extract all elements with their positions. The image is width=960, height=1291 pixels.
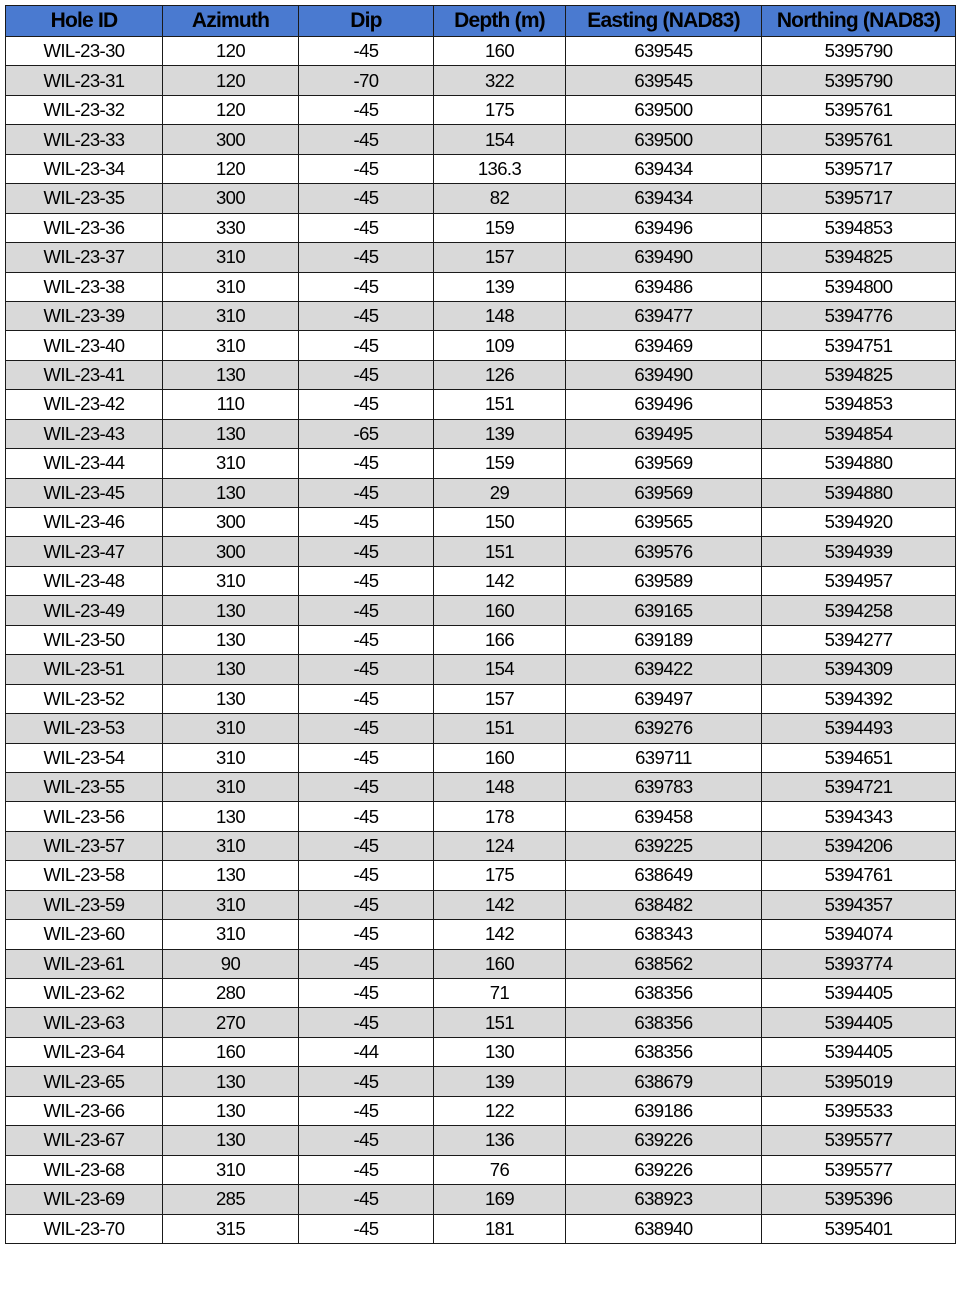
cell-hole-id: WIL-23-41 <box>6 360 163 389</box>
cell-hole-id: WIL-23-32 <box>6 95 163 124</box>
cell-hole-id: WIL-23-40 <box>6 331 163 360</box>
cell-northing: 5394880 <box>762 478 956 507</box>
cell-azimuth: 310 <box>163 301 299 330</box>
cell-dip: -45 <box>299 449 434 478</box>
cell-azimuth: 130 <box>163 419 299 448</box>
cell-easting: 639495 <box>566 419 762 448</box>
cell-easting: 638482 <box>566 890 762 919</box>
cell-hole-id: WIL-23-52 <box>6 684 163 713</box>
cell-northing: 5393774 <box>762 949 956 978</box>
cell-hole-id: WIL-23-49 <box>6 596 163 625</box>
cell-northing: 5394405 <box>762 1037 956 1066</box>
table-row <box>6 1037 956 1066</box>
cell-depth: 142 <box>434 920 566 949</box>
cell-northing: 5395019 <box>762 1067 956 1096</box>
cell-azimuth: 130 <box>163 861 299 890</box>
table-row <box>6 478 956 507</box>
cell-azimuth: 310 <box>163 831 299 860</box>
table-row <box>6 360 956 389</box>
cell-depth: 181 <box>434 1214 566 1243</box>
cell-hole-id: WIL-23-62 <box>6 979 163 1008</box>
table-row <box>6 625 956 654</box>
cell-hole-id: WIL-23-43 <box>6 419 163 448</box>
cell-depth: 160 <box>434 743 566 772</box>
cell-hole-id: WIL-23-56 <box>6 802 163 831</box>
cell-northing: 5394854 <box>762 419 956 448</box>
cell-depth: 76 <box>434 1155 566 1184</box>
cell-hole-id: WIL-23-36 <box>6 213 163 242</box>
cell-hole-id: WIL-23-65 <box>6 1067 163 1096</box>
cell-easting: 638679 <box>566 1067 762 1096</box>
cell-hole-id: WIL-23-47 <box>6 537 163 566</box>
cell-easting: 639434 <box>566 184 762 213</box>
table-row <box>6 949 956 978</box>
cell-depth: 157 <box>434 684 566 713</box>
cell-northing: 5395533 <box>762 1096 956 1125</box>
cell-easting: 639186 <box>566 1096 762 1125</box>
cell-easting: 639226 <box>566 1126 762 1155</box>
cell-depth: 136 <box>434 1126 566 1155</box>
cell-dip: -45 <box>299 920 434 949</box>
cell-easting: 639500 <box>566 125 762 154</box>
cell-easting: 639458 <box>566 802 762 831</box>
cell-hole-id: WIL-23-66 <box>6 1096 163 1125</box>
cell-easting: 639469 <box>566 331 762 360</box>
cell-depth: 124 <box>434 831 566 860</box>
cell-depth: 82 <box>434 184 566 213</box>
cell-depth: 151 <box>434 1008 566 1037</box>
cell-dip: -45 <box>299 1067 434 1096</box>
cell-depth: 151 <box>434 390 566 419</box>
cell-easting: 639569 <box>566 478 762 507</box>
cell-azimuth: 310 <box>163 714 299 743</box>
table-row <box>6 802 956 831</box>
cell-azimuth: 120 <box>163 95 299 124</box>
cell-dip: -45 <box>299 331 434 360</box>
cell-depth: 160 <box>434 596 566 625</box>
cell-northing: 5395790 <box>762 66 956 95</box>
cell-hole-id: WIL-23-55 <box>6 772 163 801</box>
header-easting: Easting (NAD83) <box>566 6 762 37</box>
cell-hole-id: WIL-23-35 <box>6 184 163 213</box>
cell-dip: -45 <box>299 1214 434 1243</box>
cell-depth: 126 <box>434 360 566 389</box>
cell-dip: -45 <box>299 537 434 566</box>
cell-hole-id: WIL-23-39 <box>6 301 163 330</box>
cell-easting: 639490 <box>566 243 762 272</box>
cell-depth: 151 <box>434 714 566 743</box>
cell-dip: -45 <box>299 890 434 919</box>
table-row <box>6 596 956 625</box>
table-row <box>6 95 956 124</box>
header-azimuth: Azimuth <box>163 6 299 37</box>
cell-easting: 639225 <box>566 831 762 860</box>
cell-northing: 5394800 <box>762 272 956 301</box>
cell-dip: -45 <box>299 154 434 183</box>
cell-northing: 5394392 <box>762 684 956 713</box>
table-row <box>6 1214 956 1243</box>
cell-azimuth: 120 <box>163 37 299 66</box>
cell-depth: 159 <box>434 213 566 242</box>
table-row <box>6 714 956 743</box>
cell-depth: 142 <box>434 890 566 919</box>
cell-depth: 148 <box>434 772 566 801</box>
cell-hole-id: WIL-23-34 <box>6 154 163 183</box>
table-row <box>6 272 956 301</box>
cell-azimuth: 130 <box>163 478 299 507</box>
cell-dip: -45 <box>299 684 434 713</box>
cell-easting: 639189 <box>566 625 762 654</box>
cell-dip: -45 <box>299 272 434 301</box>
table-row <box>6 449 956 478</box>
cell-easting: 639589 <box>566 566 762 595</box>
cell-azimuth: 310 <box>163 890 299 919</box>
cell-northing: 5394751 <box>762 331 956 360</box>
cell-easting: 639477 <box>566 301 762 330</box>
table-row <box>6 243 956 272</box>
cell-azimuth: 310 <box>163 772 299 801</box>
cell-depth: 71 <box>434 979 566 1008</box>
cell-easting: 639496 <box>566 390 762 419</box>
cell-hole-id: WIL-23-59 <box>6 890 163 919</box>
cell-azimuth: 90 <box>163 949 299 978</box>
table-row <box>6 184 956 213</box>
header-dip: Dip <box>299 6 434 37</box>
cell-northing: 5394357 <box>762 890 956 919</box>
table-row <box>6 125 956 154</box>
cell-dip: -65 <box>299 419 434 448</box>
cell-azimuth: 300 <box>163 125 299 154</box>
cell-dip: -45 <box>299 566 434 595</box>
cell-northing: 5394880 <box>762 449 956 478</box>
cell-dip: -45 <box>299 1185 434 1214</box>
cell-dip: -45 <box>299 478 434 507</box>
cell-dip: -45 <box>299 949 434 978</box>
cell-depth: 160 <box>434 37 566 66</box>
cell-azimuth: 310 <box>163 243 299 272</box>
header-northing: Northing (NAD83) <box>762 6 956 37</box>
cell-easting: 639422 <box>566 655 762 684</box>
cell-dip: -45 <box>299 125 434 154</box>
cell-northing: 5394920 <box>762 508 956 537</box>
cell-northing: 5394405 <box>762 1008 956 1037</box>
cell-easting: 638356 <box>566 979 762 1008</box>
cell-northing: 5394776 <box>762 301 956 330</box>
cell-easting: 639486 <box>566 272 762 301</box>
cell-azimuth: 300 <box>163 184 299 213</box>
cell-easting: 638562 <box>566 949 762 978</box>
cell-dip: -45 <box>299 1096 434 1125</box>
table-row <box>6 331 956 360</box>
cell-easting: 639490 <box>566 360 762 389</box>
cell-easting: 639276 <box>566 714 762 743</box>
cell-northing: 5395577 <box>762 1155 956 1184</box>
cell-northing: 5394853 <box>762 390 956 419</box>
cell-easting: 639226 <box>566 1155 762 1184</box>
cell-northing: 5394493 <box>762 714 956 743</box>
table-row <box>6 890 956 919</box>
cell-northing: 5394825 <box>762 360 956 389</box>
cell-northing: 5394957 <box>762 566 956 595</box>
cell-depth: 169 <box>434 1185 566 1214</box>
cell-dip: -45 <box>299 743 434 772</box>
cell-hole-id: WIL-23-33 <box>6 125 163 154</box>
cell-dip: -45 <box>299 979 434 1008</box>
cell-dip: -45 <box>299 184 434 213</box>
table-row <box>6 743 956 772</box>
cell-dip: -45 <box>299 1008 434 1037</box>
cell-depth: 160 <box>434 949 566 978</box>
cell-northing: 5394258 <box>762 596 956 625</box>
cell-northing: 5395717 <box>762 184 956 213</box>
table-row <box>6 1067 956 1096</box>
cell-azimuth: 310 <box>163 272 299 301</box>
cell-easting: 639576 <box>566 537 762 566</box>
table-row <box>6 979 956 1008</box>
cell-northing: 5395717 <box>762 154 956 183</box>
cell-easting: 639711 <box>566 743 762 772</box>
table-row <box>6 655 956 684</box>
table-row <box>6 1185 956 1214</box>
cell-easting: 638649 <box>566 861 762 890</box>
cell-dip: -45 <box>299 802 434 831</box>
cell-azimuth: 300 <box>163 537 299 566</box>
cell-depth: 136.3 <box>434 154 566 183</box>
cell-azimuth: 310 <box>163 331 299 360</box>
cell-dip: -45 <box>299 1155 434 1184</box>
cell-northing: 5394939 <box>762 537 956 566</box>
cell-depth: 139 <box>434 1067 566 1096</box>
cell-depth: 322 <box>434 66 566 95</box>
cell-depth: 175 <box>434 95 566 124</box>
cell-hole-id: WIL-23-57 <box>6 831 163 860</box>
table-row <box>6 684 956 713</box>
table-row <box>6 1126 956 1155</box>
cell-easting: 639165 <box>566 596 762 625</box>
table-row <box>6 301 956 330</box>
cell-hole-id: WIL-23-61 <box>6 949 163 978</box>
cell-northing: 5395396 <box>762 1185 956 1214</box>
cell-easting: 639783 <box>566 772 762 801</box>
cell-northing: 5394761 <box>762 861 956 890</box>
cell-depth: 109 <box>434 331 566 360</box>
cell-easting: 638356 <box>566 1008 762 1037</box>
cell-azimuth: 130 <box>163 1067 299 1096</box>
cell-hole-id: WIL-23-30 <box>6 37 163 66</box>
cell-depth: 150 <box>434 508 566 537</box>
cell-azimuth: 300 <box>163 508 299 537</box>
cell-hole-id: WIL-23-44 <box>6 449 163 478</box>
cell-northing: 5394853 <box>762 213 956 242</box>
table-row <box>6 508 956 537</box>
cell-dip: -45 <box>299 508 434 537</box>
header-depth: Depth (m) <box>434 6 566 37</box>
cell-dip: -45 <box>299 37 434 66</box>
cell-hole-id: WIL-23-63 <box>6 1008 163 1037</box>
cell-hole-id: WIL-23-31 <box>6 66 163 95</box>
cell-depth: 122 <box>434 1096 566 1125</box>
cell-depth: 154 <box>434 125 566 154</box>
drill-hole-table <box>5 5 956 1244</box>
cell-easting: 638356 <box>566 1037 762 1066</box>
cell-hole-id: WIL-23-46 <box>6 508 163 537</box>
cell-northing: 5394825 <box>762 243 956 272</box>
cell-easting: 638923 <box>566 1185 762 1214</box>
cell-easting: 639565 <box>566 508 762 537</box>
cell-azimuth: 310 <box>163 1155 299 1184</box>
cell-azimuth: 130 <box>163 625 299 654</box>
cell-depth: 154 <box>434 655 566 684</box>
cell-azimuth: 310 <box>163 566 299 595</box>
table-row <box>6 66 956 95</box>
cell-azimuth: 130 <box>163 1126 299 1155</box>
cell-azimuth: 270 <box>163 1008 299 1037</box>
cell-azimuth: 120 <box>163 66 299 95</box>
cell-hole-id: WIL-23-64 <box>6 1037 163 1066</box>
cell-dip: -45 <box>299 596 434 625</box>
cell-northing: 5395761 <box>762 125 956 154</box>
table-row <box>6 920 956 949</box>
cell-northing: 5395577 <box>762 1126 956 1155</box>
cell-easting: 639434 <box>566 154 762 183</box>
cell-northing: 5394277 <box>762 625 956 654</box>
cell-depth: 159 <box>434 449 566 478</box>
cell-depth: 148 <box>434 301 566 330</box>
cell-hole-id: WIL-23-68 <box>6 1155 163 1184</box>
cell-depth: 29 <box>434 478 566 507</box>
cell-hole-id: WIL-23-45 <box>6 478 163 507</box>
cell-dip: -45 <box>299 831 434 860</box>
cell-azimuth: 330 <box>163 213 299 242</box>
cell-hole-id: WIL-23-38 <box>6 272 163 301</box>
cell-hole-id: WIL-23-69 <box>6 1185 163 1214</box>
cell-depth: 139 <box>434 419 566 448</box>
cell-dip: -45 <box>299 213 434 242</box>
cell-northing: 5394721 <box>762 772 956 801</box>
cell-depth: 139 <box>434 272 566 301</box>
cell-azimuth: 310 <box>163 743 299 772</box>
cell-hole-id: WIL-23-48 <box>6 566 163 595</box>
cell-hole-id: WIL-23-51 <box>6 655 163 684</box>
cell-hole-id: WIL-23-54 <box>6 743 163 772</box>
cell-northing: 5394651 <box>762 743 956 772</box>
cell-easting: 639545 <box>566 37 762 66</box>
table-header-row <box>6 6 956 37</box>
table-row <box>6 1096 956 1125</box>
cell-dip: -45 <box>299 655 434 684</box>
cell-northing: 5394309 <box>762 655 956 684</box>
cell-azimuth: 160 <box>163 1037 299 1066</box>
cell-azimuth: 110 <box>163 390 299 419</box>
cell-hole-id: WIL-23-53 <box>6 714 163 743</box>
table-row <box>6 1155 956 1184</box>
table-row <box>6 390 956 419</box>
cell-easting: 638343 <box>566 920 762 949</box>
cell-dip: -45 <box>299 301 434 330</box>
drill-hole-table-container <box>5 5 955 1244</box>
cell-hole-id: WIL-23-58 <box>6 861 163 890</box>
table-row <box>6 1008 956 1037</box>
cell-azimuth: 120 <box>163 154 299 183</box>
table-row <box>6 213 956 242</box>
cell-hole-id: WIL-23-37 <box>6 243 163 272</box>
cell-depth: 130 <box>434 1037 566 1066</box>
table-row <box>6 566 956 595</box>
cell-depth: 175 <box>434 861 566 890</box>
cell-northing: 5394206 <box>762 831 956 860</box>
cell-dip: -45 <box>299 95 434 124</box>
cell-azimuth: 130 <box>163 596 299 625</box>
cell-dip: -45 <box>299 360 434 389</box>
cell-dip: -70 <box>299 66 434 95</box>
cell-dip: -45 <box>299 243 434 272</box>
cell-azimuth: 315 <box>163 1214 299 1243</box>
cell-easting: 639569 <box>566 449 762 478</box>
table-row <box>6 37 956 66</box>
cell-dip: -44 <box>299 1037 434 1066</box>
cell-dip: -45 <box>299 714 434 743</box>
cell-hole-id: WIL-23-42 <box>6 390 163 419</box>
cell-dip: -45 <box>299 1126 434 1155</box>
cell-easting: 639545 <box>566 66 762 95</box>
cell-azimuth: 280 <box>163 979 299 1008</box>
cell-azimuth: 130 <box>163 802 299 831</box>
cell-depth: 151 <box>434 537 566 566</box>
table-row <box>6 537 956 566</box>
cell-easting: 639500 <box>566 95 762 124</box>
cell-azimuth: 130 <box>163 360 299 389</box>
cell-azimuth: 310 <box>163 920 299 949</box>
cell-depth: 157 <box>434 243 566 272</box>
cell-northing: 5395761 <box>762 95 956 124</box>
cell-northing: 5394405 <box>762 979 956 1008</box>
cell-azimuth: 310 <box>163 449 299 478</box>
cell-hole-id: WIL-23-70 <box>6 1214 163 1243</box>
cell-northing: 5395790 <box>762 37 956 66</box>
cell-hole-id: WIL-23-60 <box>6 920 163 949</box>
table-row <box>6 772 956 801</box>
cell-dip: -45 <box>299 390 434 419</box>
cell-depth: 166 <box>434 625 566 654</box>
table-row <box>6 419 956 448</box>
cell-azimuth: 130 <box>163 684 299 713</box>
cell-northing: 5394074 <box>762 920 956 949</box>
cell-dip: -45 <box>299 625 434 654</box>
header-hole-id: Hole ID <box>6 6 163 37</box>
cell-azimuth: 130 <box>163 1096 299 1125</box>
cell-dip: -45 <box>299 772 434 801</box>
table-row <box>6 154 956 183</box>
cell-hole-id: WIL-23-67 <box>6 1126 163 1155</box>
cell-easting: 639496 <box>566 213 762 242</box>
cell-northing: 5395401 <box>762 1214 956 1243</box>
cell-azimuth: 285 <box>163 1185 299 1214</box>
cell-northing: 5394343 <box>762 802 956 831</box>
cell-dip: -45 <box>299 861 434 890</box>
table-row <box>6 831 956 860</box>
cell-azimuth: 130 <box>163 655 299 684</box>
cell-depth: 178 <box>434 802 566 831</box>
cell-easting: 639497 <box>566 684 762 713</box>
cell-depth: 142 <box>434 566 566 595</box>
cell-hole-id: WIL-23-50 <box>6 625 163 654</box>
table-row <box>6 861 956 890</box>
cell-easting: 638940 <box>566 1214 762 1243</box>
table-body <box>6 37 956 1244</box>
